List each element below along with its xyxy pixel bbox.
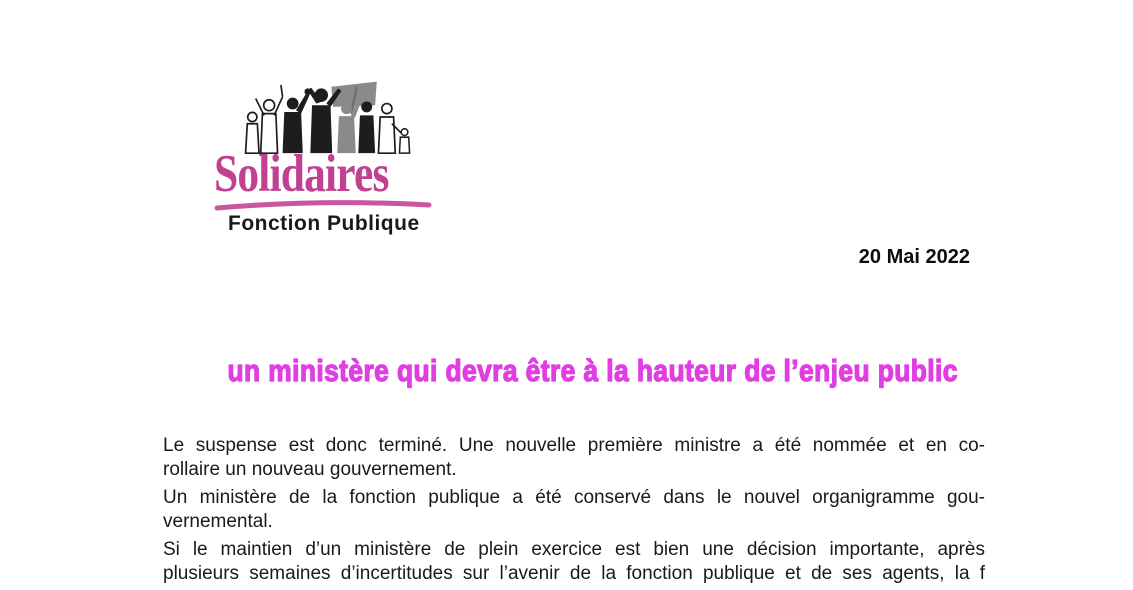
date-label: 20 Mai 2022	[858, 246, 970, 268]
headline	[163, 354, 985, 388]
body-line: plusieurs semaines d’incertitudes sur l’avenir de la fonction publique et de ses agents, la f	[163, 563, 985, 584]
crowd-with-flag-icon	[230, 80, 426, 154]
body-text	[163, 434, 985, 590]
logo-brand-text: Solidaires	[214, 145, 389, 203]
headline-text: un ministère qui devra être à la hauteur de l’enjeu public	[227, 353, 958, 388]
body-line: Un ministère de la fonction publique a été conservé dans le nouvel organigramme gou-	[163, 487, 985, 508]
solidaires-logo	[214, 80, 446, 236]
paragraph	[163, 538, 985, 586]
paragraph	[163, 486, 985, 534]
paragraph	[163, 434, 985, 482]
body-line: rollaire un nouveau gouvernement.	[163, 459, 457, 480]
body-line: Si le maintien d’un ministère de plein exercice est bien une décision importante, après	[163, 539, 985, 560]
logo-subtitle: Fonction Publique	[228, 212, 420, 235]
body-line: vernemental.	[163, 511, 273, 532]
body-line: Le suspense est donc terminé. Une nouvelle première ministre a été nommée et en co-	[163, 435, 985, 456]
